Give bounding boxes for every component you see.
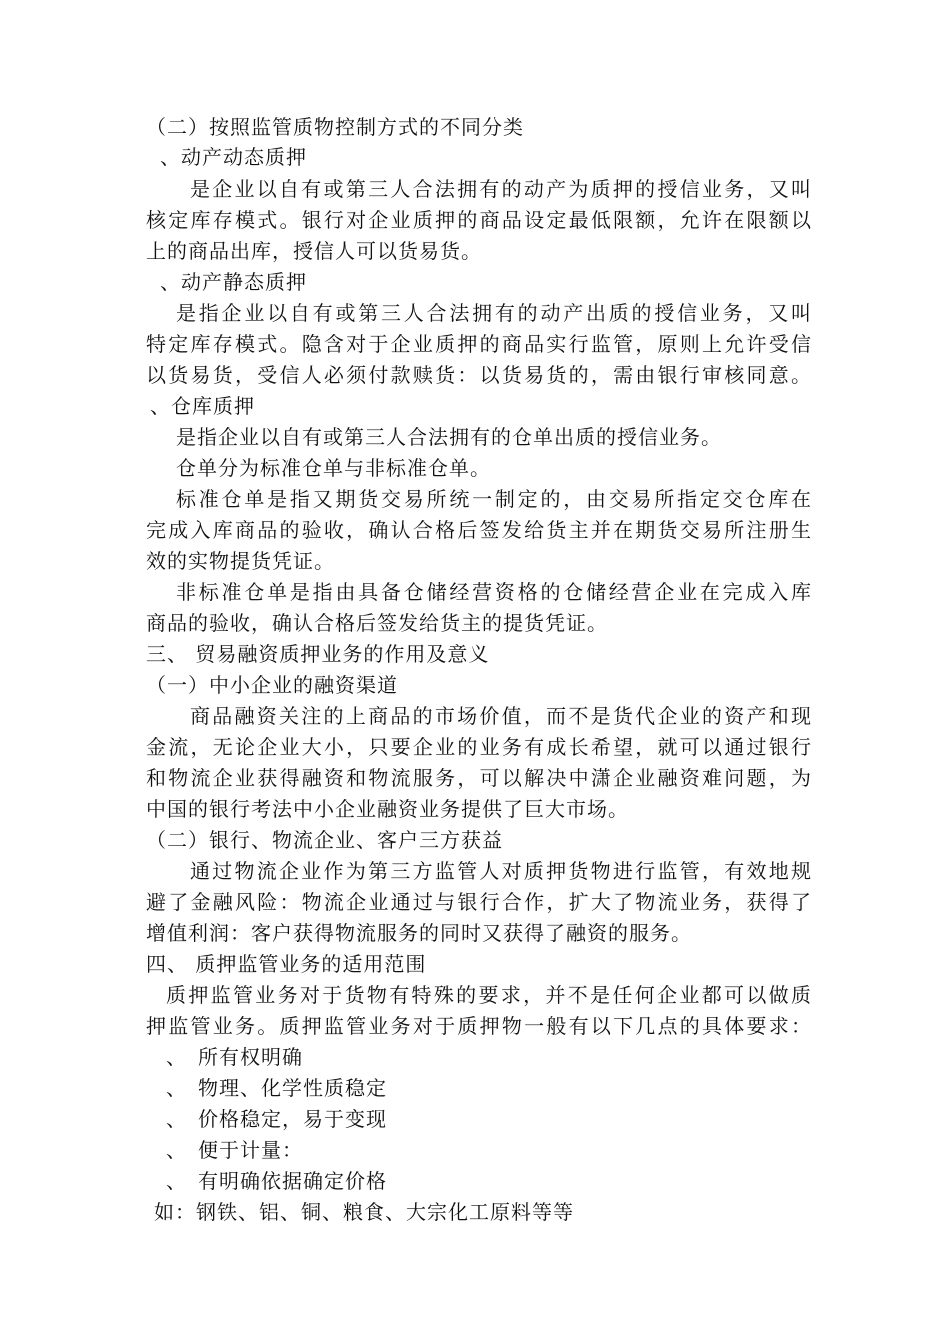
static-body-line: 是指企业以自有或第三人合法拥有的动产出质的授信业务，又叫 <box>176 301 812 325</box>
dynamic-body-line: 上的商品出库，授信人可以货易货。 <box>146 239 482 263</box>
item-title-dynamic: 、动产动态质押 <box>160 145 307 169</box>
requirement-item: 、 物理、化学性质稳定 <box>166 1076 387 1100</box>
requirement-item: 、 所有权明确 <box>166 1045 303 1069</box>
financing-body-line: 和物流企业获得融资和物流服务，可以解决中潇企业融资难问题，为 <box>146 766 812 790</box>
requirement-item: 、 价格稳定，易于变现 <box>166 1107 387 1131</box>
requirement-item: 、 便于计量： <box>166 1138 303 1162</box>
standard-receipt-line: 标准仓单是指又期货交易所统一制定的，由交易所指定交仓库在 <box>176 487 812 511</box>
nonstandard-receipt-line: 非标准仓单是指由具备仓储经营资格的仓储经营企业在完成入库 <box>176 580 812 604</box>
benefit-body-line: 通过物流企业作为第三方监管人对质押货物进行监管，有效地规 <box>190 859 812 883</box>
subsection-heading: （一）中小企业的融资渠道 <box>146 673 398 697</box>
requirement-item: 、 有明确依据确定价格 <box>166 1169 387 1193</box>
section-heading: （二）按照监管质物控制方式的不同分类 <box>146 115 524 139</box>
financing-body-line: 金流，无论企业大小，只要企业的业务有成长希望，就可以通过银行 <box>146 735 812 759</box>
benefit-body-line: 避了金融风险：物流企业通过与银行合作，扩大了物流业务，获得了 <box>146 890 812 914</box>
dynamic-body-line: 是企业以自有或第三人合法拥有的动产为质押的授信业务，又叫 <box>190 177 812 201</box>
warehouse-body: 是指企业以自有或第三人合法拥有的仓单出质的授信业务。 <box>176 425 722 449</box>
item-title-warehouse: 、仓库质押 <box>150 394 255 418</box>
part-heading: 三、 贸易融资质押业务的作用及意义 <box>146 642 490 666</box>
benefit-body-line: 增值利润：客户获得物流服务的同时又获得了融资的服务。 <box>146 921 692 945</box>
subsection-heading: （二）银行、物流企业、客户三方获益 <box>146 828 503 852</box>
examples-line: 如：钢铁、铝、铜、粮食、大宗化工原料等等 <box>154 1200 574 1224</box>
scope-body-line: 押监管业务。质押监管业务对于质押物一般有以下几点的具体要求： <box>146 1014 812 1038</box>
item-title-static: 、动产静态质押 <box>160 270 307 294</box>
static-body-line: 以货易货，受信人必须付款赎货：以货易货的，需由银行审核同意。 <box>146 363 812 387</box>
dynamic-body-line: 核定库存模式。银行对企业质押的商品设定最低限额，允许在限额以 <box>146 208 812 232</box>
standard-receipt-line: 完成入库商品的验收，确认合格后签发给货主并在期货交易所注册生 <box>146 518 812 542</box>
static-body-line: 特定库存模式。隐含对于企业质押的商品实行监管，原则上允许受信 <box>146 332 812 356</box>
financing-body-line: 商品融资关注的上商品的市场价值，而不是货代企业的资产和现 <box>190 704 812 728</box>
standard-receipt-line: 效的实物提货凭证。 <box>146 549 335 573</box>
part-heading: 四、 质押监管业务的适用范围 <box>146 952 427 976</box>
nonstandard-receipt-line: 商品的验收，确认合格后签发给货主的提货凭证。 <box>146 611 608 635</box>
receipt-types: 仓单分为标准仓单与非标准仓单。 <box>176 456 491 480</box>
scope-body-line: 质押监管业务对于货物有特殊的要求，并不是任何企业都可以做质 <box>166 983 812 1007</box>
financing-body-line: 中国的银行考法中小企业融资业务提供了巨大市场。 <box>146 797 629 821</box>
